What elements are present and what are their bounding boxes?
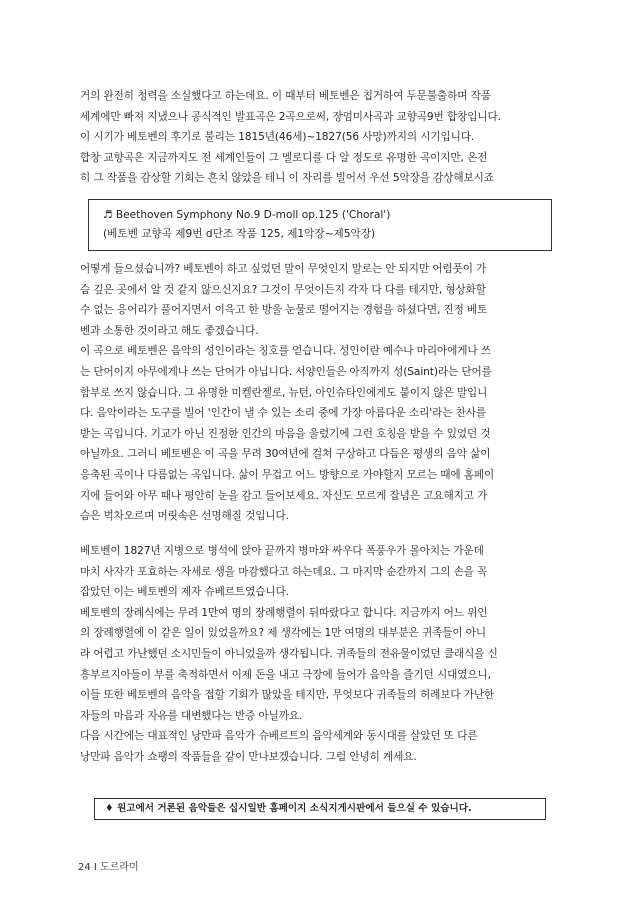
page-footer (78, 858, 139, 873)
text-line: 거의 완전히 청력을 소실했다고 하는데요. 이 때부터 베토벤은 칩거하여 두문불출하며 작품 (80, 90, 491, 102)
text-line: 슴은 벅차오르며 머릿속은 선명해질 것입니다. (80, 510, 289, 523)
paragraph-3 (80, 541, 560, 768)
text-line: 지에 들어와 아무 때나 평안히 눈을 감고 들어보세요. 자신도 모르게 잡념은 고요해지고 가 (80, 489, 488, 502)
notice-message: 원고에서 거론된 음악들은 십시일반 홈페이지 소식지게시판에서 들으실 수 있습니다. (116, 803, 472, 814)
paragraph-1 (80, 86, 560, 189)
text-line: 이 시기가 베토벤의 후기로 불리는 1815년(46세)~1827(56 사망)까지의 시기입니다. (80, 131, 475, 144)
text-line: 흥부르지아들이 부를 축적하면서 이제 돈을 내고 극장에 들어가 음악을 즐기던 시대였으니, (80, 668, 491, 681)
text-line: 응축된 곡이나 다름없는 곡입니다. 삶이 무겁고 어느 방향으로 가야할지 모르는 때에 홈페이 (80, 468, 495, 481)
text-line: 의 장례행렬에 이 같은 일이 있었을까요? 제 생각에는 1만 여명의 대부분은 귀족들이 아니 (80, 627, 487, 640)
page-number: 24 (78, 862, 91, 873)
text-line: 는 단어이지 아무에게나 쓰는 단어가 아닙니다. 서양인들은 아직까지 성(Saint)라는 단어를 (80, 365, 492, 378)
text-line: 벤과 소통한 것이라고 해도 좋겠습니다. (80, 324, 259, 337)
text-line: 낭만파 음악가 쇼팽의 작품들을 같이 만나보겠습니다. 그럼 안녕히 계세요. (80, 750, 417, 763)
music-listing-box (88, 199, 552, 251)
text-line: 라 어렵고 가난했던 소시민들이 아니었을까 생각됩니다. 귀족들의 전유물이었던 클래식을 신 (80, 647, 498, 660)
diamond-bullet-icon: ♦ (105, 803, 114, 814)
text-line: 수 없는 응어리가 풀어지면서 이윽고 한 방울 눈물로 떨어지는 경험을 하셨다면, 진정 베토 (80, 304, 488, 317)
text-line: 세계에만 빠져 지냈으나 공식적인 발표곡은 2곡으로써, 장엄미사곡과 교향곡9번 합창입니다. (80, 110, 501, 123)
text-line: 베토벤의 장례식에는 무려 1만여 명의 장례행렬이 뒤따랐다고 합니다. 지금까지 어느 위인 (80, 606, 488, 619)
text-line: 마치 사자가 포효하는 자세로 생을 마감했다고 하는데요. 그 마지막 순간까지 그의 손을 꼭 (80, 565, 488, 578)
text-line: 슴 깊은 곳에서 알 것 같지 않으신지요? 그것이 무엇이든지 각자 다 다를 테지만, 형상화할 (80, 283, 486, 296)
text-line: 자들의 마음과 자유를 대변했다는 반증 아닐까요. (80, 709, 303, 722)
text-line: 받는 곡입니다. 기교가 아닌 진정한 인간의 마음을 울렸기에 그런 호칭을 받을 수 있었던 것 (80, 427, 491, 440)
music-subtitle: (베토벤 교향곡 제9번 d단조 작품 125, 제1악장~제5악장) (103, 228, 376, 240)
footer-separator: I (93, 862, 97, 873)
text-line: 베토벤이 1827년 지병으로 병석에 앉아 끝까지 병마와 싸우다 폭풍우가 몰아치는 가운데 (80, 545, 484, 557)
music-title-text: Beethoven Symphony No.9 D-moll op.125 ('Choral') (115, 209, 391, 221)
text-line: 다. 음악이라는 도구를 빌어 '인간이 낼 수 있는 소리 중에 가장 아름다운 소리'라는 찬사를 (80, 407, 487, 420)
text-line: 다음 시간에는 대표적인 낭만파 음악가 슈베르트의 음악세계와 동시대를 살았던 또 다른 (80, 730, 478, 743)
text-line: 히 그 작품을 감상할 기회는 흔치 않았을 테니 이 자리를 빌어서 우선 5악장을 감상해보시죠 (80, 172, 494, 185)
text-line: 잡았던 이는 베토벤의 제자 슈베르트였습니다. (80, 586, 289, 599)
notice-text (105, 801, 545, 817)
music-note-icon: ♬ (103, 209, 113, 221)
text-line: 이 곡으로 베토벤은 음악의 성인이라는 칭호를 얻습니다. 성인이란 예수나 마리아에게나 쓰 (80, 345, 491, 358)
text-line: 어떻게 들으셨습니까? 베토벤이 하고 싶었던 말이 무엇인지 말로는 안 되지만 어렴풋이 가 (80, 263, 487, 275)
text-line: 이들 또한 베토벤의 음악을 접할 기회가 많았을 테지만, 무엇보다 귀족들의 허례보다 가난한 (80, 689, 495, 702)
music-title (103, 206, 551, 225)
paragraph-2 (80, 259, 560, 527)
text-line: 함부로 쓰지 않습니다. 그 유명한 미켈란젤로, 뉴턴, 아인슈타인에게도 붙이지 않은 말입니 (80, 386, 488, 399)
text-line: 합창 교향곡은 지금까지도 전 세계인들이 그 멜로디를 다 알 정도로 유명한 곡이지만, 온전 (80, 151, 488, 164)
notice-box (94, 798, 546, 820)
text-line: 아닐까요. 그러니 베토벤은 이 곡을 무려 30여년에 걸쳐 구상하고 다듬은 평생의 음악 삶이 (80, 448, 491, 461)
section-name: 도르라미 (100, 862, 139, 873)
